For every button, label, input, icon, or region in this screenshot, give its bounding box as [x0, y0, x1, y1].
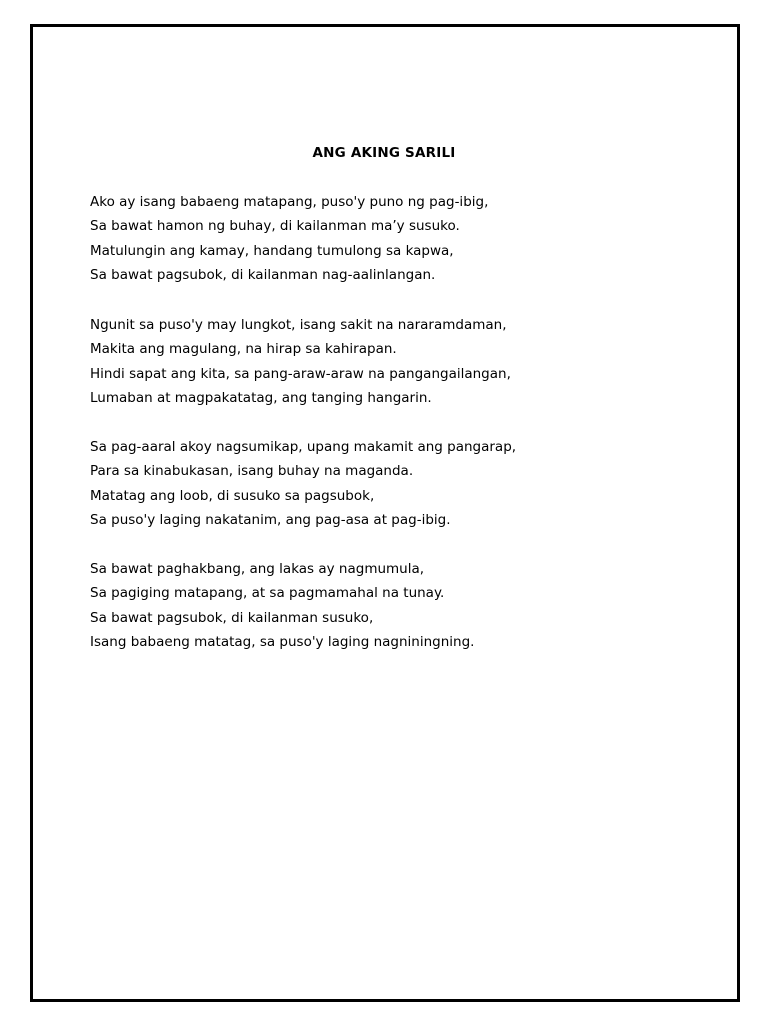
- poem-line: Sa bawat paghakbang, ang lakas ay nagmumula,: [90, 561, 425, 577]
- poem-line: Para sa kinabukasan, isang buhay na maganda.: [90, 463, 414, 480]
- poem-line: Sa pag-aaral akoy nagsumikap, upang makamit ang pangarap,: [90, 439, 517, 455]
- poem-line: Sa bawat pagsubok, di kailanman nag-aalinlangan.: [90, 266, 436, 283]
- poem-line: Hindi sapat ang kita, sa pang-araw-araw na pangangailangan,: [90, 365, 511, 382]
- poem-title: ANG AKING SARILI: [312, 145, 456, 161]
- poem-line: Ako ay isang babaeng matapang, puso'y puno ng pag-ibig,: [90, 194, 489, 210]
- poem-line: Sa bawat hamon ng buhay, di kailanman ma’y susuko.: [90, 218, 460, 235]
- poem-line: Sa puso'y laging nakatanim, ang pag-asa at pag-ibig.: [90, 511, 451, 528]
- poem-line: Makita ang magulang, na hirap sa kahirapan.: [90, 341, 397, 358]
- poem-line: Sa pagiging matapang, at sa pagmamahal na tunay.: [90, 585, 445, 602]
- poem-line: Matatag ang loob, di susuko sa pagsubok,: [90, 487, 375, 504]
- stanza-2: [90, 313, 710, 410]
- poem-line: Matulungin ang kamay, handang tumulong sa kapwa,: [90, 242, 454, 259]
- stanza-1: [90, 190, 710, 287]
- poem-line: Lumaban at magpakatatag, ang tanging hangarin.: [90, 389, 432, 406]
- stanza-3: [90, 435, 710, 532]
- stanza-4: [90, 557, 710, 654]
- poem-line: Ngunit sa puso'y may lungkot, isang sakit na nararamdaman,: [90, 317, 507, 333]
- poem-line: Isang babaeng matatag, sa puso'y laging nagniningning.: [90, 633, 475, 650]
- poem-line: Sa bawat pagsubok, di kailanman susuko,: [90, 609, 374, 626]
